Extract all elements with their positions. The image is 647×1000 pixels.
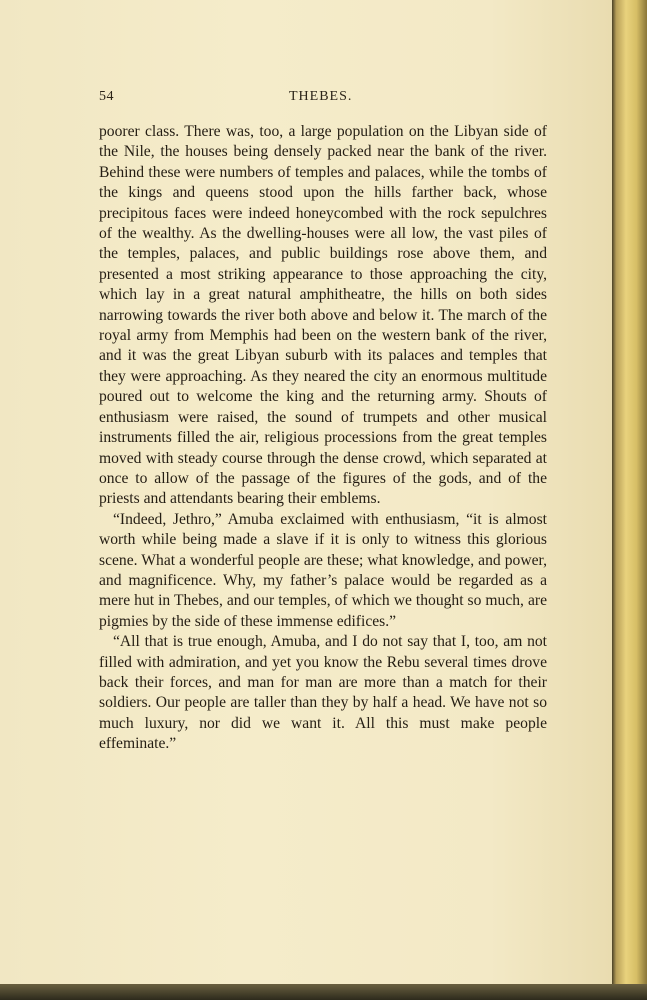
running-head <box>99 89 547 109</box>
page-number: 54 <box>99 89 114 104</box>
paragraph-2: “Indeed, Jethro,” Amuba exclaimed with enthusiasm, “it is almost worth while being made a slave if it is only to witness this glorious scene. What a wonderful people are these; what knowledge, and power, and magnificence. Why, my father’s palace would be regarded as a mere hut in Thebes, and our temples, of which we thought so much, are pigmies by the side of these immense edifices.” <box>99 510 547 630</box>
paragraph-3: “All that is true enough, Amuba, and I do not say that I, too, am not filled with admiration, and yet you know the Rebu several times drove back their forces, and man for man are more than a match for their soldiers. Our people are taller than they by half a head. We have not so much luxury, nor did we want it. All this must make people effeminate.” <box>99 633 547 753</box>
body-text <box>99 122 547 755</box>
running-title: THEBES. <box>289 89 353 104</box>
page-edge <box>612 0 647 1000</box>
bottom-edge <box>0 984 647 1000</box>
paragraph-1: poorer class. There was, too, a large population on the Libyan side of the Nile, the houses being densely packed near the bank of the river. Behind these were numbers of temples and palaces, while the tombs of the kings and queens stood upon the hills farther back, whose precipitous faces were indeed honeycombed with the rock sepulchres of the wealthy. As the dwelling-houses were all low, the vast piles of the temples, palaces, and public buildings rose above them, and presented a most striking appearance to those approaching the city, which lay in a great natural amphitheatre, the hills on both sides narrowing towards the river both above and below it. The march of the royal army from Memphis had been on the western bank of the river, and it was the great Libyan suburb with its palaces and temples that they were approaching. As they neared the city an enormous multitude poured out to welcome the king and the returning army. Shouts of enthusiasm were raised, the sound of trumpets and other musical instruments filled the air, religious processions from the great temples moved with steady course through the dense crowd, which separated at once to allow of the passage of the figures of the gods, and of the priests and attendants bearing their emblems. <box>99 123 547 508</box>
